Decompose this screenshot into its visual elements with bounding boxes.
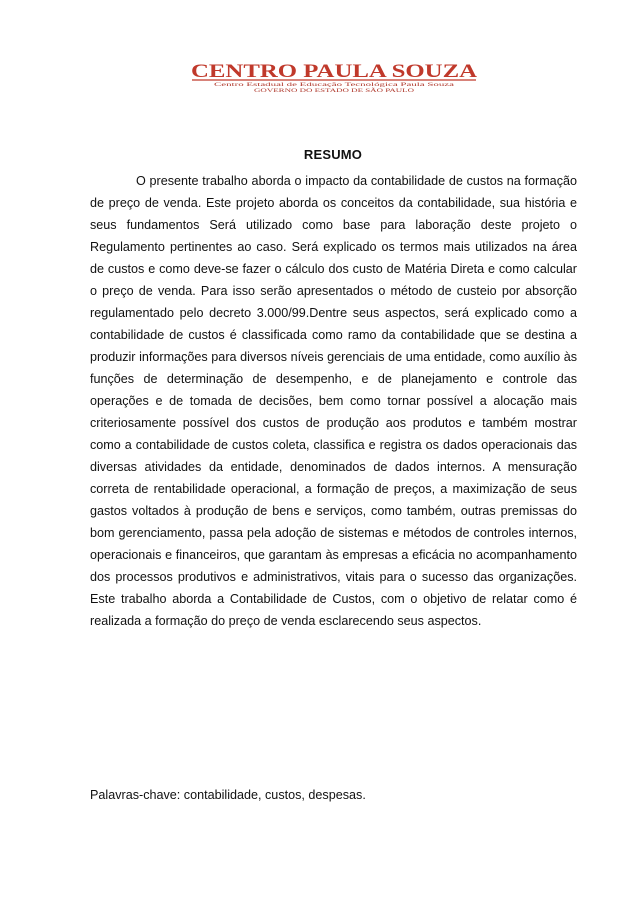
logo-subtitle-line-1: Centro Estadual de Educação Tecnológica Paula Souza: [214, 83, 456, 88]
logo-graphic: [188, 60, 480, 94]
page-title: RESUMO: [303, 147, 363, 162]
keywords-line: Palavras-chave: contabilidade, custos, despesas.: [90, 788, 366, 802]
logo-name: CENTRO PAULA SOUZA: [191, 61, 478, 82]
logo-subtitle-line-2: GOVERNO DO ESTADO DE SÃO PAULO: [254, 89, 345, 94]
abstract-paragraph: O presente trabalho aborda o impacto da contabilidade de custos na formação de preço de venda. Este projeto aborda os conceitos da contabilidade, sua história e seus fundamentos Será utilizado como base para laboração deste projeto o Regulamento pertinentes ao caso. Será explicado os termos mais utilizados na área de custos e como deve-se fazer o cálculo dos custo de Matéria Direta e como calcular o preço de venda. Para isso serão apresentados o método de custeio por absorção regulamentado pelo decreto 3.000/99.Dentre seus aspectos, será explicado como a contabilidade de custos é classificada como ramo da contabilidade que se destina a produzir informações para diversos níveis gerenciais de uma entidade, como auxílio às funções de determinação de desempenho, e de planejamento e controle das operações e de tomada de decisões, bem como tornar possível a alocação mais criteriosamente possível dos custos de produção aos produtos e também mostrar como a contabilidade de custos coleta, classifica e registra os dados operacionais das diversas atividades da entidade, denominados de dados internos. A mensuração correta de rentabilidade operacional, a formação de preços, a maximização de seus gastos voltados à produção de bens e serviços, como também, outras premissas do bom gerenciamento, passa pela adoção de sistemas e métodos de controles internos, operacionais e financeiros, que garantam às empresas a eficácia no acompanhamento dos processos produtivos e administrativos, vitais para o sucesso das organizações. Este trabalho aborda a Contabilidade de Custos, com o objetivo de relatar como é realizada a formação do preço de venda esclarecendo seus aspectos.: [90, 174, 577, 628]
centro-paula-souza-logo: [188, 60, 480, 94]
